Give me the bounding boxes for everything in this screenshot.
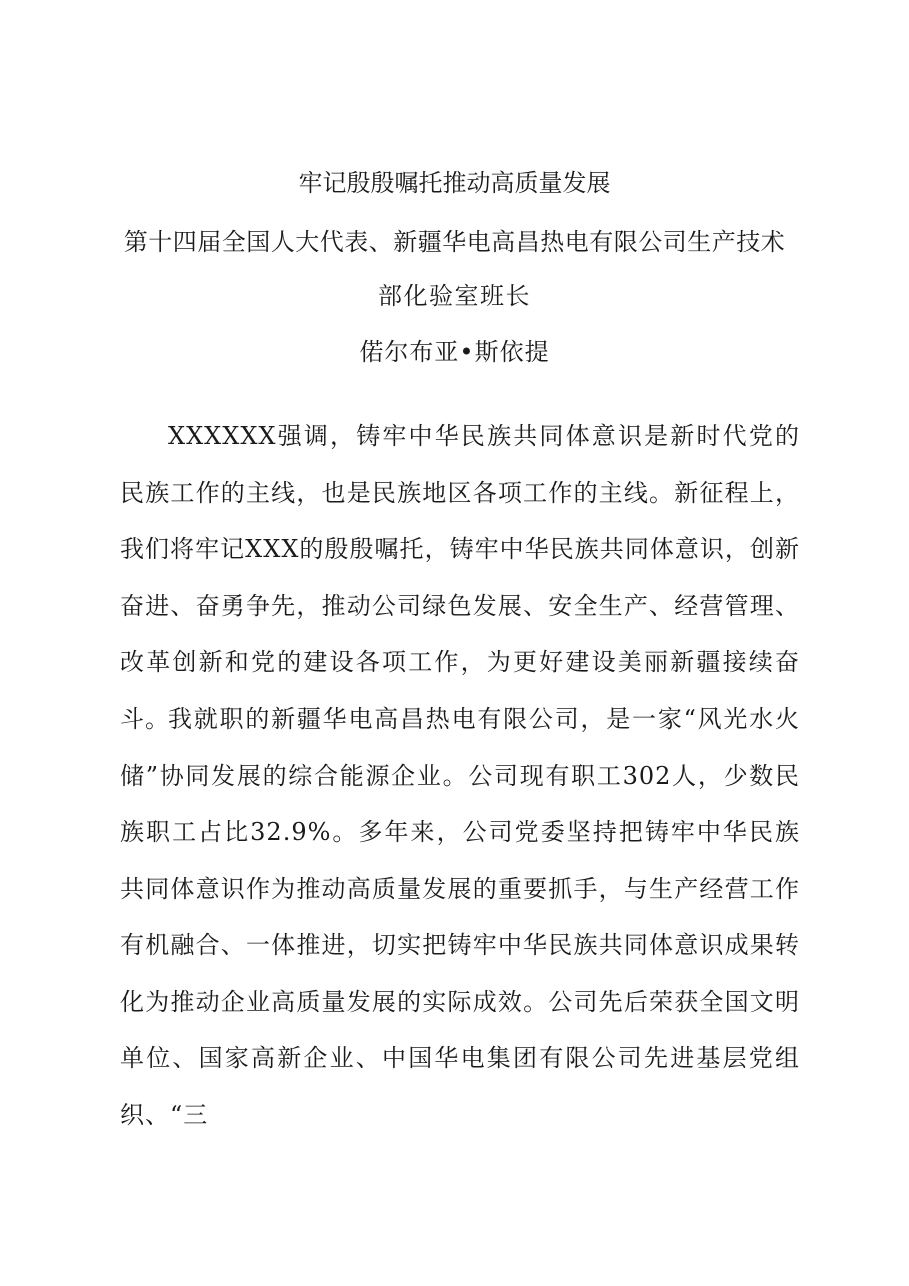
- document-author: 偌尔布亚•斯依提: [359, 338, 550, 366]
- body-paragraph-1: XXXXXX强调，铸牢中华民族共同体意识是新时代党的民族工作的主线，也是民族地区各项工作的主线。新征程上，我们将牢记XXX的殷殷嘱托，铸牢中华民族共同体意识，创新奋进、奋勇争先，推动公司绿色发展、安全生产、经营管理、改革创新和党的建设各项工作，为更好建设美丽新疆接续奋斗。: [120, 422, 800, 733]
- body-paragraph-2: 我就职的新疆华电高昌热电有限公司，是一家“风光水火储”协同发展的综合能源企业。公司现有职工302人，少数民族职工占比32.9%。多年来，公司党委坚持把铸牢中华民族共同体意识作为推动高质量发展的重要抓手，与生产经营工作有机融合、一体推进，切实把铸牢中华民族共同体意识成果转化为推动企业高质量发展的实际成效。公司先后荣获全国文明单位、国家高新企业、中国华电集团有限公司先进基层党组织、“三: [120, 705, 800, 1129]
- document-subtitle-line2: 部化验室班长: [378, 282, 531, 310]
- document-title: 牢记殷殷嘱托推动高质量发展: [298, 169, 611, 197]
- document-subtitle-line1: 第十四届全国人大代表、新疆华电高昌热电有限公司生产技术: [123, 228, 786, 256]
